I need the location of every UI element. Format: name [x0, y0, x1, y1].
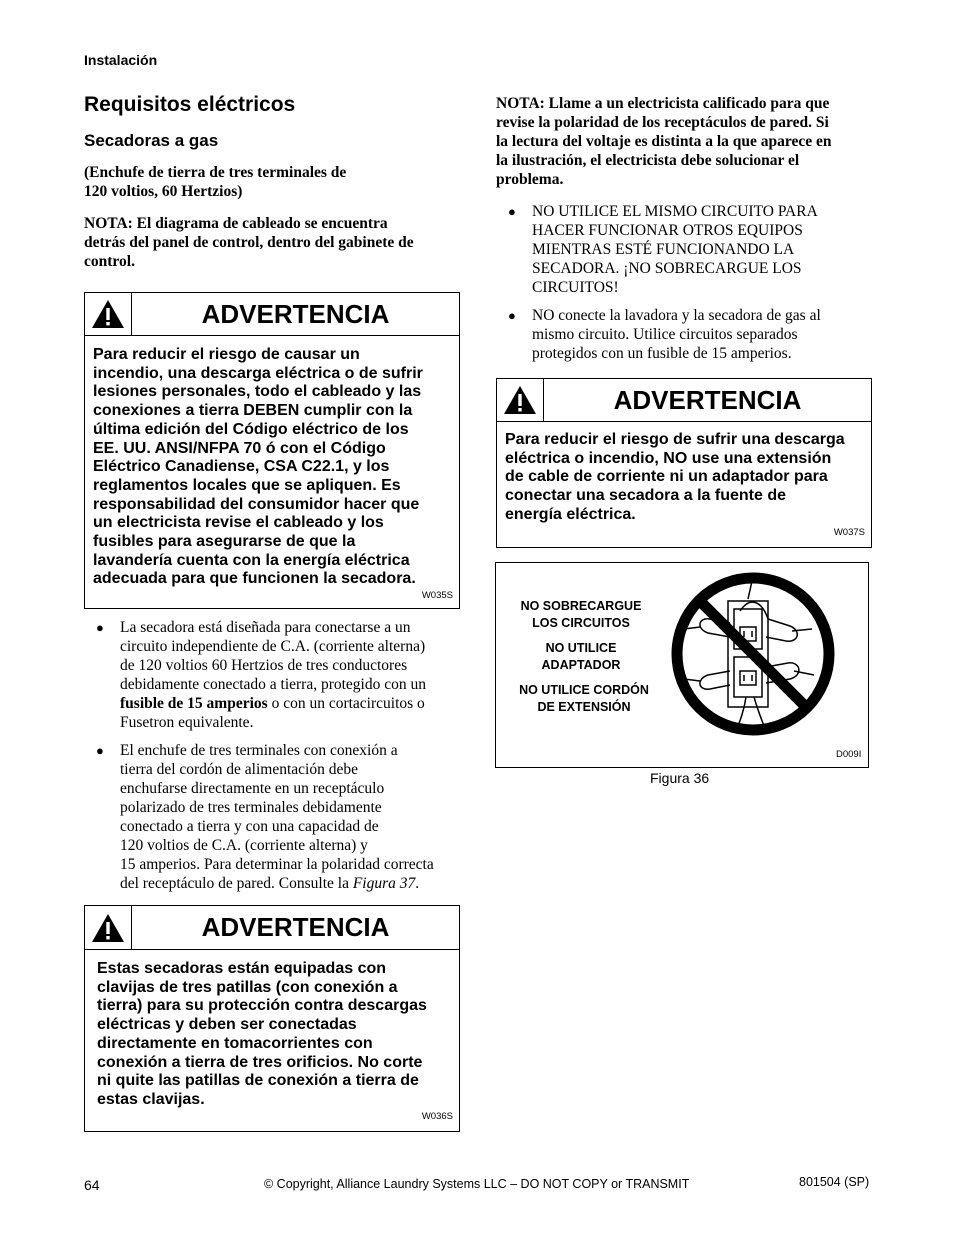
right-bullet-list	[496, 202, 876, 372]
section-label: Instalación	[84, 52, 158, 68]
page-number: 64	[84, 1177, 100, 1193]
figure-label-extension: NO UTILICE CORDÓN DE EXTENSIÓN	[519, 683, 649, 714]
copyright-notice: © Copyright, Alliance Laundry Systems LLC – DO NOT COPY or TRANSMIT	[264, 1177, 690, 1191]
wiring-note: NOTA: El diagrama de cableado se encuentra detrás del panel de control, dentro del gabinete de control.	[84, 215, 414, 270]
warning-text: Para reducir el riesgo de sufrir una descarga eléctrica o incendio, NO use una extensión de cable de corriente ni un adaptador para conectar una secadora a la fuente de energía eléctrica.	[505, 431, 845, 523]
warning-header	[497, 379, 871, 422]
warning-header	[85, 906, 459, 950]
warning-triangle-icon	[85, 906, 132, 949]
warning-triangle-icon	[85, 293, 132, 335]
warning-code: W035S	[421, 590, 453, 601]
left-bullet-list	[84, 618, 464, 902]
warning-box-w037s	[496, 378, 872, 548]
warning-box-w036s	[84, 905, 460, 1132]
plug-spec: (Enchufe de tierra de tres terminales de 120 voltios, 60 Hertzios)	[84, 164, 347, 200]
warning-text: Para reducir el riesgo de causar un incendio, una descarga eléctrica o de sufrir lesiones personales, todo el cableado y las conexiones a tierra DEBEN cumplir con la última edición del Código eléctrico de los EE. UU. ANSI/NFPA 70 ó con el Código Eléctrico Canadiense, CSA C22.1, y los reglamentos locales que se apliquen. Es responsabilidad del consumidor hacer que un electricista revise el cableado y los fusibles para asegurarse de que la lavandería cuenta con la energía eléctrica adecuada para que funcionen la secadora.	[93, 346, 423, 588]
warning-code: W037S	[833, 527, 865, 538]
warning-code: W036S	[421, 1111, 453, 1122]
warning-title: ADVERTENCIA	[201, 912, 390, 942]
list-item: ● El enchufe de tres terminales con conexión a tierra del cordón de alimentación debe enchufarse directamente en un receptáculo polarizado de tres terminales debidamente conectado a tierra y con una capacidad de 120 voltios de C.A. (corriente alterna) y 15 amperios. Para determinar la polaridad correcta del receptáculo de pared. Consulte la Figura 37.	[96, 742, 434, 892]
polarity-note: NOTA: Llame a un electricista calificado para que revise la polaridad de los receptáculos de pared. Si la lectura del voltaje es distinta a la que aparece en la ilustración, el electricista debe solucionar el problema.	[496, 95, 832, 188]
bullet-icon: ●	[96, 743, 104, 758]
bullet-icon: ●	[508, 204, 516, 219]
list-item: ● NO conecte la lavadora y la secadora de gas al mismo circuito. Utilice circuitos separados protegidos con un fusible de 15 amperios.	[508, 307, 821, 362]
list-item: ● NO UTILICE EL MISMO CIRCUITO PARA HACER FUNCIONAR OTROS EQUIPOS MIENTRAS ESTÉ FUNCIONANDO LA SECADORA. ¡NO SOBRECARGUE LOS CIRCUITOS!	[508, 203, 818, 296]
warning-title: ADVERTENCIA	[201, 298, 390, 329]
figure-label-overload: NO SOBRECARGUE LOS CIRCUITOS	[520, 599, 642, 630]
figure-36	[495, 562, 869, 768]
warning-header	[85, 293, 459, 336]
subsection-title: Secadoras a gas	[84, 131, 219, 150]
figure-caption: Figura 36	[650, 770, 710, 786]
document-number: 801504 (SP)	[799, 1175, 870, 1189]
page-title: Requisitos eléctricos	[84, 93, 296, 116]
figure-label-adapter: NO UTILICE ADAPTADOR	[541, 641, 621, 672]
list-item: ● La secadora está diseñada para conectarse a un circuito independiente de C.A. (corriente alterna) de 120 voltios 60 Hertzios de tres conductores debidamente conectado a tierra, protegido con un fusible de 15 amperios o con un cortacircuitos o Fusetron equivalente.	[96, 619, 426, 731]
bullet-icon: ●	[508, 308, 516, 323]
warning-text: Estas secadoras están equipadas con clavijas de tres patillas (con conexión a tierra) para su protección contra descargas eléctricas y deben ser conectadas directamente en tomacorrientes con conexión a tierra de tres orificios. No corte ni quite las patillas de conexión a tierra de estas clavijas.	[97, 960, 427, 1108]
warning-triangle-icon	[497, 379, 544, 421]
bullet-icon: ●	[96, 620, 104, 635]
warning-title: ADVERTENCIA	[613, 384, 802, 415]
figure-reference: Figura 37	[352, 875, 416, 892]
prohibited-overloaded-outlet-icon	[670, 571, 836, 737]
figure-code: D009I	[836, 749, 862, 760]
warning-box-w035s	[84, 292, 460, 609]
